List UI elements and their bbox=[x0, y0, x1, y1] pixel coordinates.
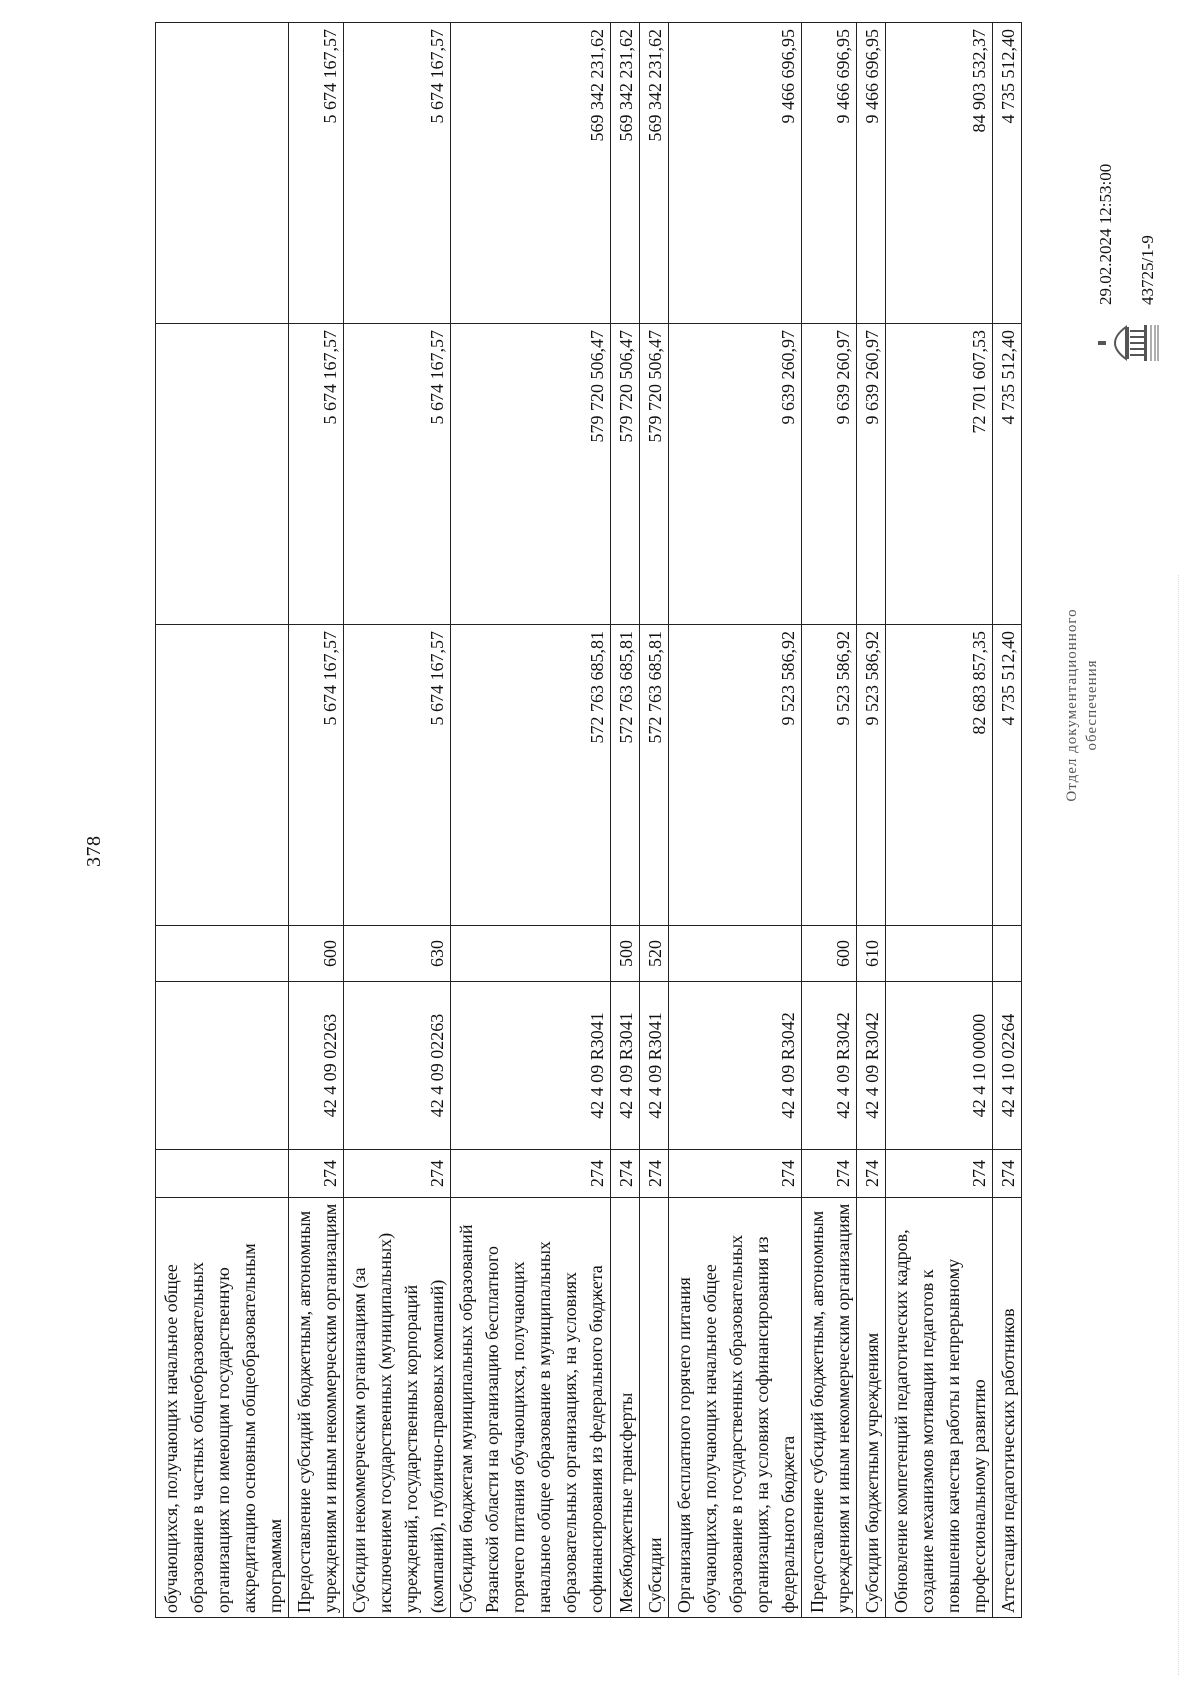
row-sum-2: 9 639 260,97 bbox=[857, 324, 886, 625]
row-csr: 42 4 09 R3041 bbox=[640, 982, 669, 1150]
row-sum-2: 579 720 506,47 bbox=[451, 324, 611, 625]
row-ved: 274 bbox=[886, 1150, 993, 1198]
row-sum-3: 569 342 231,62 bbox=[640, 23, 669, 324]
row-sum-3: 5 674 167,57 bbox=[289, 23, 344, 324]
row-csr: 42 4 09 R3042 bbox=[857, 982, 886, 1150]
row-name: Межбюджетные трансферты bbox=[611, 1198, 640, 1618]
table-row bbox=[802, 23, 857, 1618]
row-vr bbox=[993, 926, 1022, 982]
row-ved: 274 bbox=[669, 1150, 802, 1198]
row-sum-2: 4 735 512,40 bbox=[993, 324, 1022, 625]
row-sum-1: 9 523 586,92 bbox=[857, 625, 886, 926]
row-sum-2: 5 674 167,57 bbox=[344, 324, 451, 625]
row-name: Субсидии бюджетам муниципальных образований Рязанской области на организацию бесплатного горячего питания обучающихся, получающих начальное общее образование в муниципальных образовательных организациях, на условиях софинансирования из федерального бюджета bbox=[451, 1198, 611, 1618]
row-vr bbox=[156, 926, 289, 982]
row-vr: 500 bbox=[611, 926, 640, 982]
table-row bbox=[886, 23, 993, 1618]
row-name: Аттестация педагогических работников bbox=[993, 1198, 1022, 1618]
row-csr bbox=[156, 982, 289, 1150]
parliament-logo-icon bbox=[1096, 321, 1160, 365]
table-row bbox=[857, 23, 886, 1618]
row-ved: 274 bbox=[802, 1150, 857, 1198]
row-sum-3 bbox=[156, 23, 289, 324]
row-vr: 600 bbox=[802, 926, 857, 982]
row-csr: 42 4 09 02263 bbox=[344, 982, 451, 1150]
row-csr: 42 4 09 02263 bbox=[289, 982, 344, 1150]
table-row bbox=[156, 23, 289, 1618]
row-name: Предоставление субсидий бюджетным, автономным учреждениям и иным некоммерческим организациям bbox=[802, 1198, 857, 1618]
table-row bbox=[993, 23, 1022, 1618]
row-sum-3: 4 735 512,40 bbox=[993, 23, 1022, 324]
row-sum-1 bbox=[156, 625, 289, 926]
row-ved: 274 bbox=[993, 1150, 1022, 1198]
row-sum-1: 5 674 167,57 bbox=[344, 625, 451, 926]
page-number: 378 bbox=[83, 835, 105, 867]
table-row bbox=[611, 23, 640, 1618]
row-sum-1: 82 683 857,35 bbox=[886, 625, 993, 926]
row-csr: 42 4 09 R3041 bbox=[451, 982, 611, 1150]
row-ved: 274 bbox=[640, 1150, 669, 1198]
row-vr: 520 bbox=[640, 926, 669, 982]
row-sum-3: 9 466 696,95 bbox=[802, 23, 857, 324]
row-sum-1: 4 735 512,40 bbox=[993, 625, 1022, 926]
row-ved: 274 bbox=[451, 1150, 611, 1198]
row-sum-2: 9 639 260,97 bbox=[802, 324, 857, 625]
row-ved: 274 bbox=[857, 1150, 886, 1198]
row-sum-2: 9 639 260,97 bbox=[669, 324, 802, 625]
row-ved: 274 bbox=[289, 1150, 344, 1198]
row-sum-1: 572 763 685,81 bbox=[611, 625, 640, 926]
row-sum-3: 84 903 532,37 bbox=[886, 23, 993, 324]
footer-date: 29.02.2024 12:53:00 bbox=[1096, 163, 1115, 305]
row-sum-3: 569 342 231,62 bbox=[611, 23, 640, 324]
row-csr: 42 4 09 R3041 bbox=[611, 982, 640, 1150]
row-name: Субсидии bbox=[640, 1198, 669, 1618]
row-vr bbox=[669, 926, 802, 982]
row-vr: 630 bbox=[344, 926, 451, 982]
table-row bbox=[451, 23, 611, 1618]
row-sum-3: 5 674 167,57 bbox=[344, 23, 451, 324]
row-sum-2: 579 720 506,47 bbox=[640, 324, 669, 625]
row-name: Организация бесплатного горячего питания обучающихся, получающих начальное общее образование в государственных образовательных организациях, на условиях софинансирования из федерального бюджета bbox=[669, 1198, 802, 1618]
row-name: Субсидии бюджетным учреждениям bbox=[857, 1198, 886, 1618]
footer-code: 43725/1-9 bbox=[1138, 235, 1157, 305]
row-sum-2: 5 674 167,57 bbox=[289, 324, 344, 625]
row-sum-3: 569 342 231,62 bbox=[451, 23, 611, 324]
row-csr: 42 4 10 00000 bbox=[886, 982, 993, 1150]
row-csr: 42 4 09 R3042 bbox=[669, 982, 802, 1150]
row-name: Предоставление субсидий бюджетным, автономным учреждениям и иным некоммерческим организациям bbox=[289, 1198, 344, 1618]
row-vr: 600 bbox=[289, 926, 344, 982]
row-sum-3: 9 466 696,95 bbox=[857, 23, 886, 324]
stamp-line-2: обеспечения bbox=[1084, 659, 1100, 751]
row-sum-2: 579 720 506,47 bbox=[611, 324, 640, 625]
scan-artifact-line bbox=[1178, 575, 1179, 1675]
row-sum-2: 72 701 607,53 bbox=[886, 324, 993, 625]
row-ved: 274 bbox=[611, 1150, 640, 1198]
row-sum-1: 9 523 586,92 bbox=[802, 625, 857, 926]
row-csr: 42 4 09 R3042 bbox=[802, 982, 857, 1150]
row-sum-1: 572 763 685,81 bbox=[451, 625, 611, 926]
row-sum-1: 572 763 685,81 bbox=[640, 625, 669, 926]
row-ved: 274 bbox=[344, 1150, 451, 1198]
department-stamp bbox=[1062, 485, 1102, 925]
row-name: Субсидии некоммерческим организациям (за исключением государственных (муниципальных) учреждений, государственных корпораций (компаний), публично-правовых компаний) bbox=[344, 1198, 451, 1618]
row-sum-2 bbox=[156, 324, 289, 625]
table-row bbox=[640, 23, 669, 1618]
row-csr: 42 4 10 02264 bbox=[993, 982, 1022, 1150]
budget-table bbox=[155, 22, 1022, 1618]
table-row bbox=[669, 23, 802, 1618]
row-vr bbox=[451, 926, 611, 982]
stamp-line-1: Отдел документационного bbox=[1064, 608, 1080, 802]
row-ved bbox=[156, 1150, 289, 1198]
row-sum-3: 9 466 696,95 bbox=[669, 23, 802, 324]
row-sum-1: 9 523 586,92 bbox=[669, 625, 802, 926]
row-name: Обновление компетенций педагогических кадров, создание механизмов мотивации педагогов к повышению качества работы и непрерывному профессиональному развитию bbox=[886, 1198, 993, 1618]
row-vr bbox=[886, 926, 993, 982]
row-sum-1: 5 674 167,57 bbox=[289, 625, 344, 926]
table-row bbox=[344, 23, 451, 1618]
row-name: обучающихся, получающих начальное общее образование в частных общеобразовательных организациях по имеющим государственную аккредитацию основным общеобразовательным программам bbox=[156, 1198, 289, 1618]
row-vr: 610 bbox=[857, 926, 886, 982]
table-row bbox=[289, 23, 344, 1618]
